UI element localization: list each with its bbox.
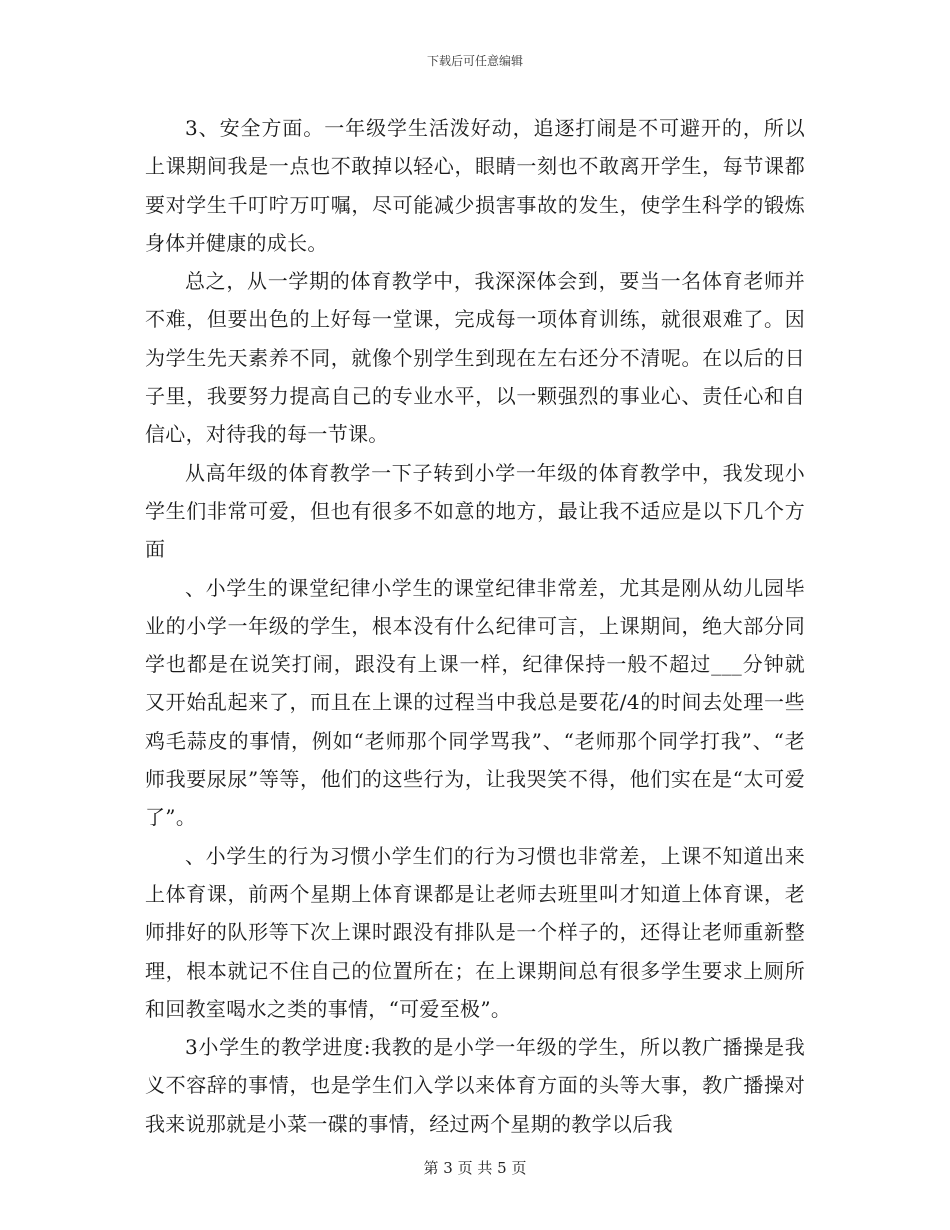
paragraph-safety: 3、安全方面。一年级学生活泼好动，追逐打闹是不可避开的，所以上课期间我是一点也不敢掉以轻心，眼睛一刻也不敢离开学生，每节课都要对学生千叮咛万叮嘱，尽可能减少损害事故的发生，使学生科学的锻炼身体并健康的成长。 xyxy=(145,116,805,255)
page-number: 第 3 页 共 5 页 xyxy=(423,1159,527,1177)
paragraph-habits: 、小学生的行为习惯小学生们的行为习惯也非常差，上课不知道出来上体育课，前两个星期上体育课都是让老师去班里叫才知道上体育课，老师排好的队形等下次上课时跟没有排队是一个样子的，还得让老师重新整理，根本就记不住自己的位置所在；在上课期间总有很多学生要求上厕所和回教室喝水之类的事情，“可爱至极”。 xyxy=(145,843,805,1021)
paragraph-intro: 从高年级的体育教学一下子转到小学一年级的体育教学中，我发现小学生们非常可爱，但也有很多不如意的地方，最让我不适应是以下几个方面 xyxy=(145,460,805,562)
paragraph-progress: 3小学生的教学进度:我教的是小学一年级的学生，所以教广播操是我义不容辞的事情，也是学生们入学以来体育方面的头等大事，教广播操对我来说那就是小菜一碟的事情，经过两个星期的教学以后我 xyxy=(145,1035,805,1136)
document-body xyxy=(145,109,805,1143)
page-header: 下载后可任意编辑 xyxy=(426,54,523,68)
paragraph-summary: 总之，从一学期的体育教学中，我深深体会到，要当一名体育老师并不难，但要出色的上好每一堂课，完成每一项体育训练，就很艰难了。因为学生先天素养不同，就像个别学生到现在左右还分不清呢。在以后的日子里，我要努力提高自己的专业水平，以一颗强烈的事业心、责任心和自信心，对待我的每一节课。 xyxy=(145,269,805,447)
paragraph-discipline: 、小学生的课堂纪律小学生的课堂纪律非常差，尤其是刚从幼儿园毕业的小学一年级的学生，根本没有什么纪律可言，上课期间，绝大部分同学也都是在说笑打闹，跟没有上课一样，纪律保持一般不超过___分钟就又开始乱起来了，而且在上课的过程当中我总是要花/4的时间去处理一些鸡毛蒜皮的事情，例如“老师那个同学骂我”、“老师那个同学打我”、“老师我要尿尿”等等，他们的这些行为，让我哭笑不得，他们实在是“太可爱了”。 xyxy=(145,575,805,830)
